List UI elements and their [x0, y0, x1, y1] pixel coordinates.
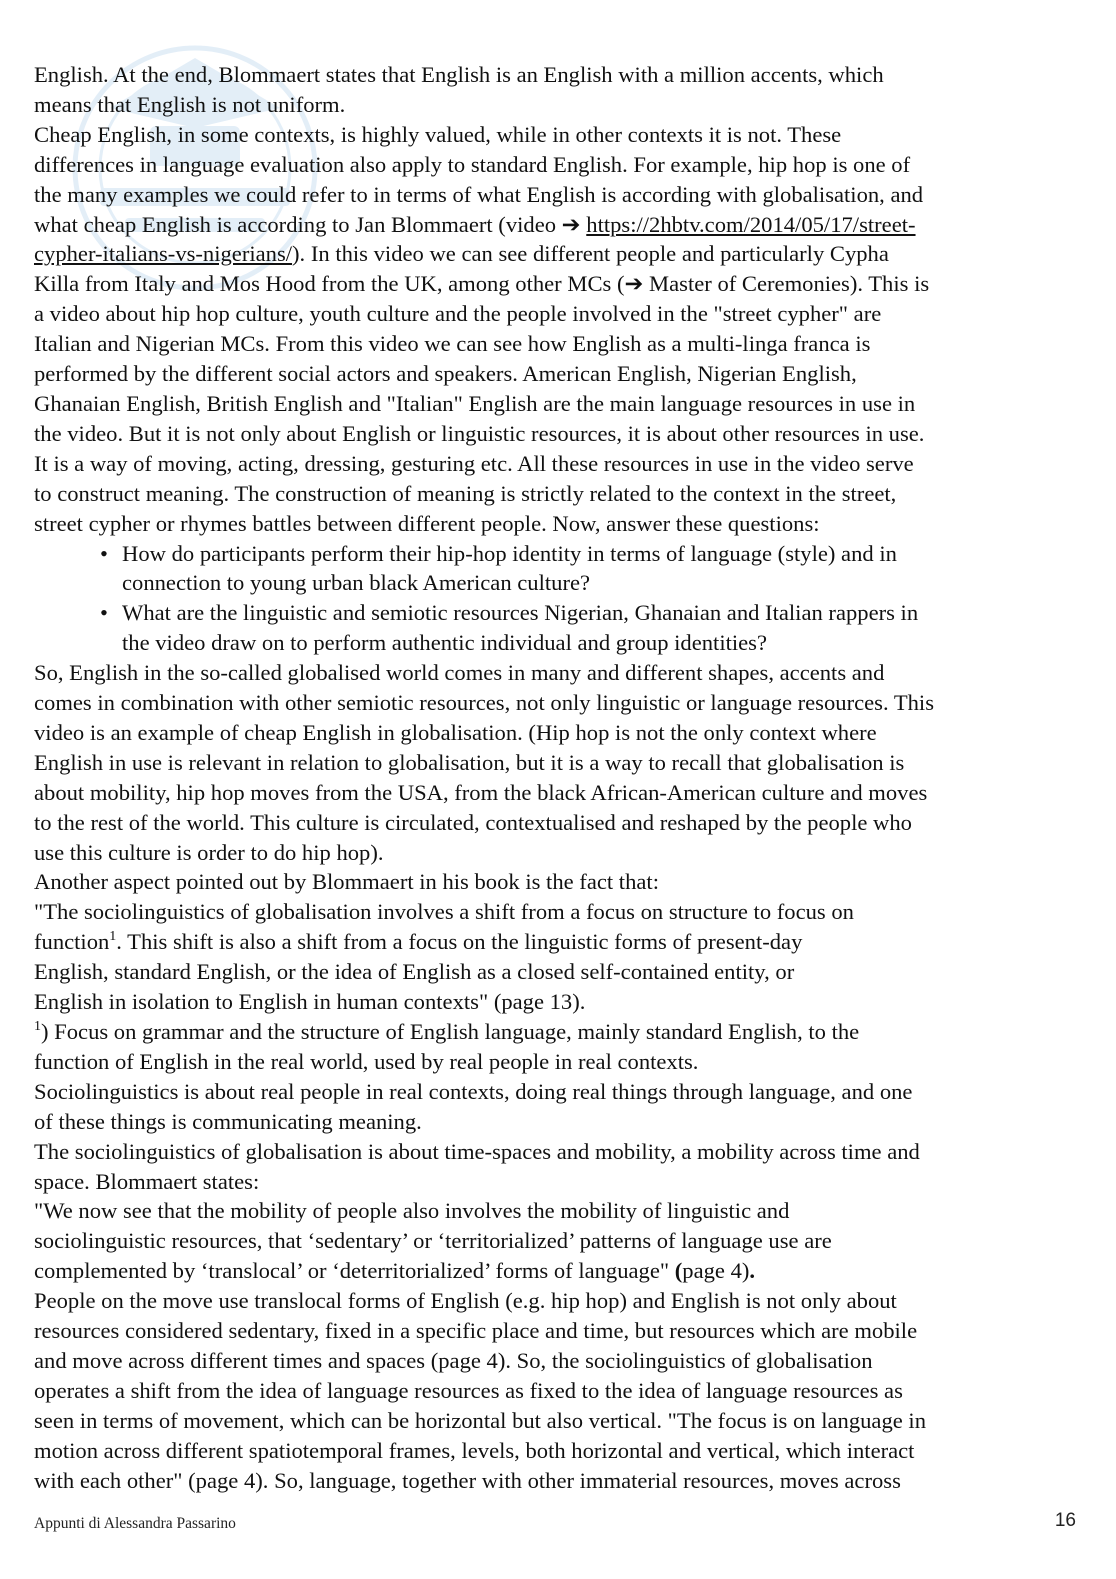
text-line: with each other" (page 4). So, language, together with other immaterial resources, moves across — [34, 1467, 901, 1493]
text-line: comes in combination with other semiotic resources, not only linguistic or language resources. This — [34, 690, 934, 716]
text-line: It is a way of moving, acting, dressing, gesturing etc. All these resources in use in the video serve — [34, 450, 914, 476]
paragraph-6 — [34, 1137, 1084, 1197]
text-line — [34, 1017, 1084, 1047]
footnote-text: ) Focus on grammar and the structure of English language, mainly standard English, to the — [41, 1019, 860, 1044]
text-line: space. Blommaert states: — [34, 1168, 260, 1194]
link-line-suffix: ). In this video we can see different people and particularly Cypha — [292, 241, 889, 267]
text-line: What are the linguistic and semiotic resources Nigerian, Ghanaian and Italian rappers in — [122, 600, 919, 626]
text-line: seen in terms of movement, which can be horizontal but also vertical. "The focus is on language in — [34, 1407, 927, 1433]
paragraph-3 — [34, 658, 1084, 867]
list-item — [34, 598, 1084, 658]
bullet-icon: • — [100, 600, 108, 626]
text-line: English, standard English, or the idea of English as a closed self-contained entity, or — [34, 959, 795, 985]
video-link[interactable]: https://2hbtv.com/2014/05/17/street- — [586, 211, 916, 237]
text-line: English in use is relevant in relation to globalisation, but it is a way to recall that globalisation is — [34, 749, 905, 775]
text-line — [34, 1256, 1084, 1286]
footnote-marker: 1 — [109, 929, 117, 945]
blockquote-1 — [34, 897, 1084, 1017]
text-line: English. At the end, Blommaert states that English is an English with a million accents, which — [34, 62, 884, 87]
text-line — [34, 239, 1084, 269]
text-line: Killa from Italy and Mos Hood from the UK, among other MCs (➔ Master of Ceremonies). This is — [34, 271, 930, 297]
paragraph-2 — [34, 120, 1084, 539]
text-line: So, English in the so-called globalised world comes in many and different shapes, accents and — [34, 660, 885, 686]
text-line: the video. But it is not only about English or linguistic resources, it is about other resources in use. — [34, 420, 925, 446]
quote-text: function — [34, 929, 110, 955]
bold-paren: ( — [674, 1258, 683, 1284]
text-line: motion across different spatiotemporal frames, levels, both horizontal and vertical, which interact — [34, 1437, 915, 1463]
text-line: Sociolinguistics is about real people in real contexts, doing real things through language, and one — [34, 1078, 913, 1104]
paragraph-4 — [34, 867, 1084, 897]
text-line: "The sociolinguistics of globalisation involves a shift from a focus on structure to focus on — [34, 899, 854, 925]
text-line — [34, 927, 1084, 957]
text-line: resources considered sedentary, fixed in a specific place and time, but resources which are mobile — [34, 1318, 918, 1344]
text-line: connection to young urban black American culture? — [122, 570, 591, 596]
text-line: People on the move use translocal forms of English (e.g. hip hop) and English is not only about — [34, 1288, 897, 1314]
bold-period: . — [749, 1258, 756, 1284]
video-link-continued[interactable]: cypher-italians-vs-nigerians/ — [34, 241, 293, 267]
quote-text: complemented by ‘translocal’ or ‘deterritorialized’ forms of language" — [34, 1258, 675, 1284]
footnote-marker: 1 — [34, 1019, 41, 1034]
list-item — [34, 539, 1084, 599]
footer-author: Appunti di Alessandra Passarino — [34, 1515, 236, 1532]
text-line: video is an example of cheap English in globalisation. (Hip hop is not the only context where — [34, 719, 877, 745]
link-line-prefix: what cheap English is according to Jan Blommaert (video ➔ — [34, 211, 587, 237]
text-line: and move across different times and spaces (page 4). So, the sociolinguistics of globalisation — [34, 1347, 873, 1373]
question-list — [34, 539, 1084, 659]
bullet-icon: • — [100, 540, 108, 566]
text-line: Ghanaian English, British English and "Italian" English are the main language resources in use in — [34, 390, 916, 416]
text-line: Italian and Nigerian MCs. From this video we can see how English as a multi-linga franca is — [34, 331, 871, 357]
text-line: The sociolinguistics of globalisation is about time-spaces and mobility, a mobility across time and — [34, 1138, 920, 1164]
text-line: Cheap English, in some contexts, is highly valued, while in other contexts it is not. These — [34, 121, 842, 147]
text-line: means that English is not uniform. — [34, 91, 346, 117]
paragraph-7 — [34, 1286, 1084, 1495]
text-line: English in isolation to English in human contexts" (page 13). — [34, 989, 586, 1015]
text-line: sociolinguistic resources, that ‘sedentary’ or ‘territorialized’ patterns of language use are — [34, 1228, 832, 1254]
text-line — [34, 210, 1084, 240]
text-line: street cypher or rhymes battles between different people. Now, answer these questions: — [34, 510, 820, 536]
document-body — [34, 60, 1084, 1496]
paragraph-5 — [34, 1077, 1084, 1137]
text-line: a video about hip hop culture, youth culture and the people involved in the "street cypher" are — [34, 301, 882, 327]
text-line: to construct meaning. The construction of meaning is strictly related to the context in the street, — [34, 480, 897, 506]
text-line: Another aspect pointed out by Blommaert in his book is the fact that: — [34, 869, 659, 895]
text-line: the video draw on to perform authentic individual and group identities? — [122, 630, 768, 656]
blockquote-2 — [34, 1196, 1084, 1286]
paragraph-1 — [34, 60, 1084, 120]
page-number: 16 — [1054, 1510, 1076, 1531]
text-line: about mobility, hip hop moves from the USA, from the black African-American culture and moves — [34, 779, 928, 805]
text-line: "We now see that the mobility of people also involves the mobility of linguistic and — [34, 1198, 790, 1224]
text-line: performed by the different social actors and speakers. American English, Nigerian English, — [34, 361, 857, 387]
quote-text: page 4) — [682, 1258, 750, 1284]
text-line: of these things is communicating meaning. — [34, 1108, 422, 1134]
quote-text: . This shift is also a shift from a focus on the linguistic forms of present-day — [116, 929, 803, 955]
text-line: How do participants perform their hip-hop identity in terms of language (style) and in — [122, 540, 897, 566]
footnote — [34, 1017, 1084, 1077]
text-line: operates a shift from the idea of language resources as fixed to the idea of language resources as — [34, 1377, 903, 1403]
text-line: to the rest of the world. This culture is circulated, contextualised and reshaped by the people who — [34, 809, 912, 835]
text-line: the many examples we could refer to in terms of what English is according with globalisation, and — [34, 181, 924, 207]
text-line: use this culture is order to do hip hop). — [34, 839, 384, 865]
text-line: differences in language evaluation also apply to standard English. For example, hip hop is one of — [34, 151, 911, 177]
text-line: function of English in the real world, used by real people in real contexts. — [34, 1048, 699, 1074]
